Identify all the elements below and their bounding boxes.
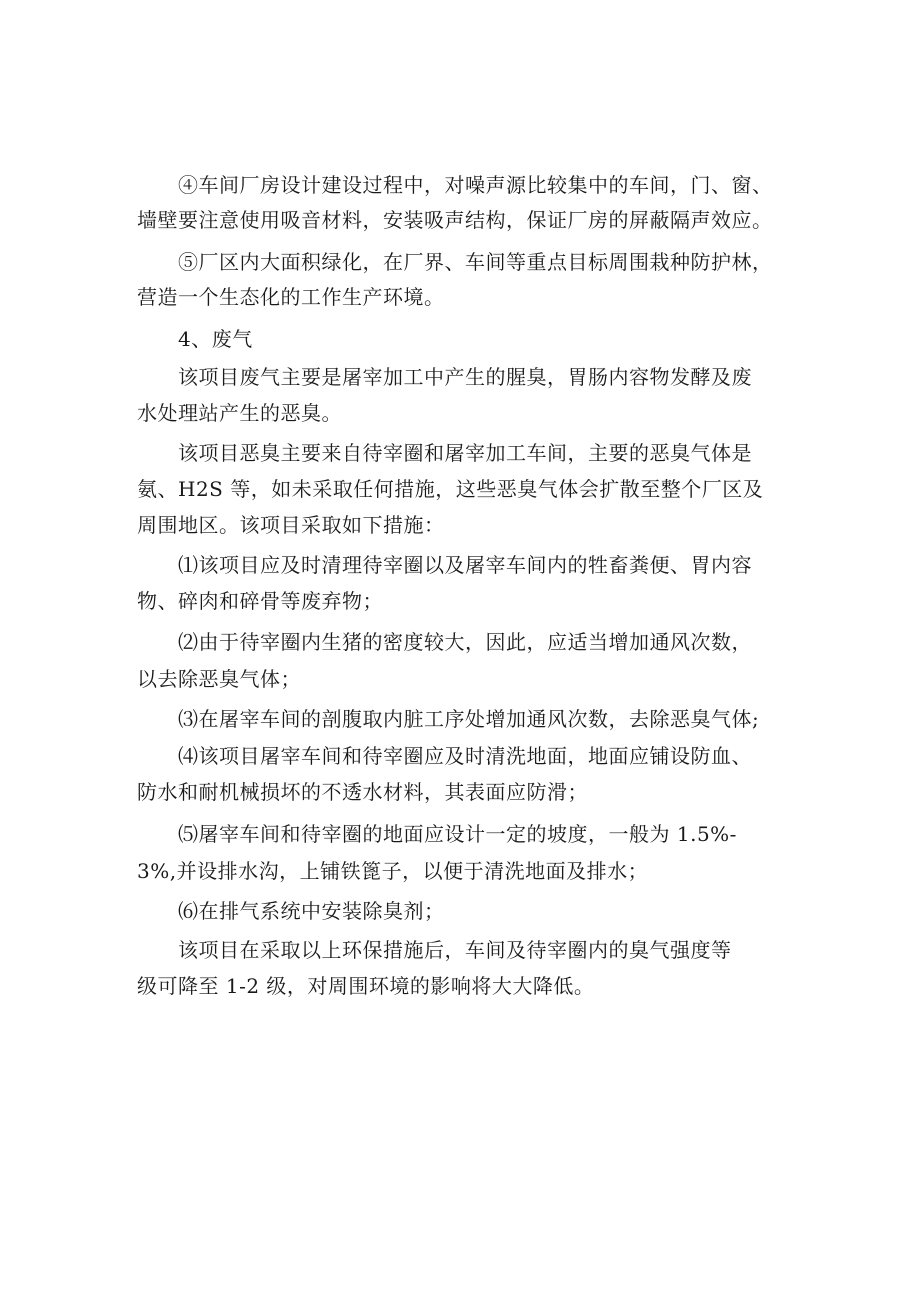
text-line: 物、碎肉和碎骨等废弃物； — [137, 589, 383, 613]
text-line: 墙壁要注意使用吸音材料，安装吸声结构，保证厂房的屏蔽隔声效应。 — [137, 208, 773, 232]
text-line: 氨、H2S 等，如未采取任何措施，这些恶臭气体会扩散至整个厂区及 — [137, 477, 764, 501]
text-line: ⑴该项目应及时清理待宰圈以及屠宰车间内的牲畜粪便、胃内容 — [178, 553, 752, 577]
text-line: ⑵由于待宰圈内生猪的密度较大，因此，应适当增加通风次数， — [178, 630, 752, 654]
text-line: 该项目恶臭主要来自待宰圈和屠宰加工车间，主要的恶臭气体是 — [178, 441, 752, 465]
text-line: 3%,并设排水沟，上铺铁篦子，以便于清洗地面及排水； — [137, 859, 649, 883]
text-line: ④车间厂房设计建设过程中，对噪声源比较集中的车间，门、窗、 — [178, 173, 773, 197]
text-line: 营造一个生态化的工作生产环境。 — [137, 285, 445, 309]
text-line: 级可降至 1-2 级，对周围环境的影响将大大降低。 — [137, 974, 595, 998]
text-line: ⑤厂区内大面积绿化，在厂界、车间等重点目标周围栽种防护林， — [178, 250, 773, 274]
text-line: 周围地区。该项目采取如下措施： — [137, 513, 445, 537]
text-line: ⑶在屠宰车间的剖腹取内脏工序处增加通风次数，去除恶臭气体; — [178, 707, 760, 731]
text-line: ⑹在排气系统中安装除臭剂； — [178, 899, 445, 923]
text-line: ⑷该项目屠宰车间和待宰圈应及时清洗地面，地面应铺设防血、 — [178, 744, 752, 768]
section-heading: 4、废气 — [178, 327, 253, 351]
text-line: 以去除恶臭气体； — [137, 667, 301, 691]
text-line: 该项目在采取以上环保措施后，车间及待宰圈内的臭气强度等 — [178, 938, 732, 962]
text-line: ⑸屠宰车间和待宰圈的地面应设计一定的坡度，一般为 1.5%- — [178, 822, 737, 846]
text-line: 水处理站产生的恶臭。 — [137, 401, 342, 425]
text-line: 防水和耐机械损坏的不透水材料，其表面应防滑； — [137, 780, 588, 804]
text-line: 该项目废气主要是屠宰加工中产生的腥臭，胃肠内容物发酵及废 — [178, 365, 752, 389]
